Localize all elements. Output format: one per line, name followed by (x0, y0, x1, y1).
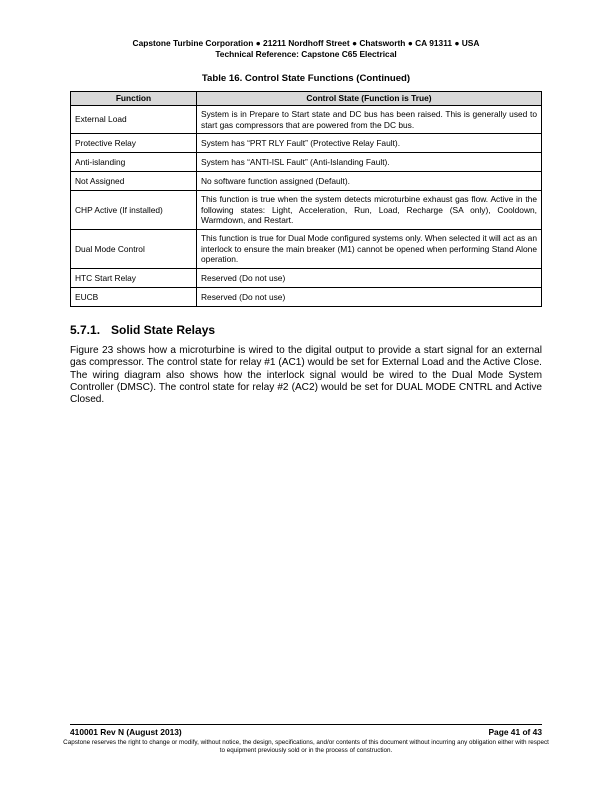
function-cell: Protective Relay (71, 134, 197, 153)
state-cell: Reserved (Do not use) (197, 269, 542, 288)
function-cell: Not Assigned (71, 172, 197, 191)
state-cell: System is in Prepare to Start state and DC bus has been raised. This is generally used to start gas compressors that are powered from the DC bus. (197, 106, 542, 134)
table-row (71, 153, 542, 172)
state-cell: This function is true when the system detects microturbine exhaust gas flow. Active in the following states: Light, Acceleration, Run, Load, Recharge (SA only), Cooldown, Warmdown, and Restart. (197, 191, 542, 230)
state-cell: Reserved (Do not use) (197, 288, 542, 307)
section-number: 5.7.1. (70, 323, 101, 337)
table-row (71, 191, 542, 230)
section-title: Solid State Relays (111, 323, 216, 337)
function-cell: HTC Start Relay (71, 269, 197, 288)
column-header-control-state: Control State (Function is True) (197, 92, 542, 106)
function-cell: EUCB (71, 288, 197, 307)
state-cell: System has “PRT RLY Fault” (Protective Relay Fault). (197, 134, 542, 153)
table-row (71, 288, 542, 307)
state-cell: System has “ANTI-ISL Fault” (Anti-Islanding Fault). (197, 153, 542, 172)
table-row (71, 230, 542, 269)
function-cell: CHP Active (If installed) (71, 191, 197, 230)
function-cell: Dual Mode Control (71, 230, 197, 269)
state-cell: No software function assigned (Default). (197, 172, 542, 191)
control-state-table (70, 91, 542, 307)
column-header-function: Function (71, 92, 197, 106)
state-cell: This function is true for Dual Mode configured systems only. When selected it will act as an interlock to ensure the main breaker (M1) cannot be opened when performing Stand Alone operation. (197, 230, 542, 269)
table-row (71, 106, 542, 134)
function-cell: Anti-islanding (71, 153, 197, 172)
function-cell: External Load (71, 106, 197, 134)
table-row (71, 172, 542, 191)
table-row (71, 269, 542, 288)
footer-disclaimer: Capstone reserves the right to change or modify, without notice, the design, specifications, and/or contents of this document without incurring any obligation either with respect to equipment previously sold or in the process of construction. (63, 739, 549, 755)
header-company-line: Capstone Turbine Corporation ● 21211 Nordhoff Street ● Chatsworth ● CA 91311 ● USA (132, 38, 480, 48)
section-heading (70, 323, 215, 337)
section-body-paragraph: Figure 23 shows how a microturbine is wired to the digital output to provide a start signal for an external gas compressor. The control state for relay #1 (AC1) would be set for External Load and the Active Close. The wiring diagram also shows how the interlock signal would be wired to the Dual Mode System Controller (DMSC). The control state for relay #2 (AC2) would be set for DUAL MODE CNTRL and Active Closed. (70, 345, 542, 406)
footer-divider (70, 724, 542, 725)
table-title: Table 16. Control State Functions (Continued) (201, 73, 411, 84)
table-header-row (71, 92, 542, 106)
footer-page-number: Page 41 of 43 (488, 727, 542, 737)
table-row (71, 134, 542, 153)
footer-doc-id: 410001 Rev N (August 2013) (70, 727, 182, 737)
page-header (0, 38, 612, 60)
header-doc-title: Technical Reference: Capstone C65 Electrical (215, 49, 397, 59)
